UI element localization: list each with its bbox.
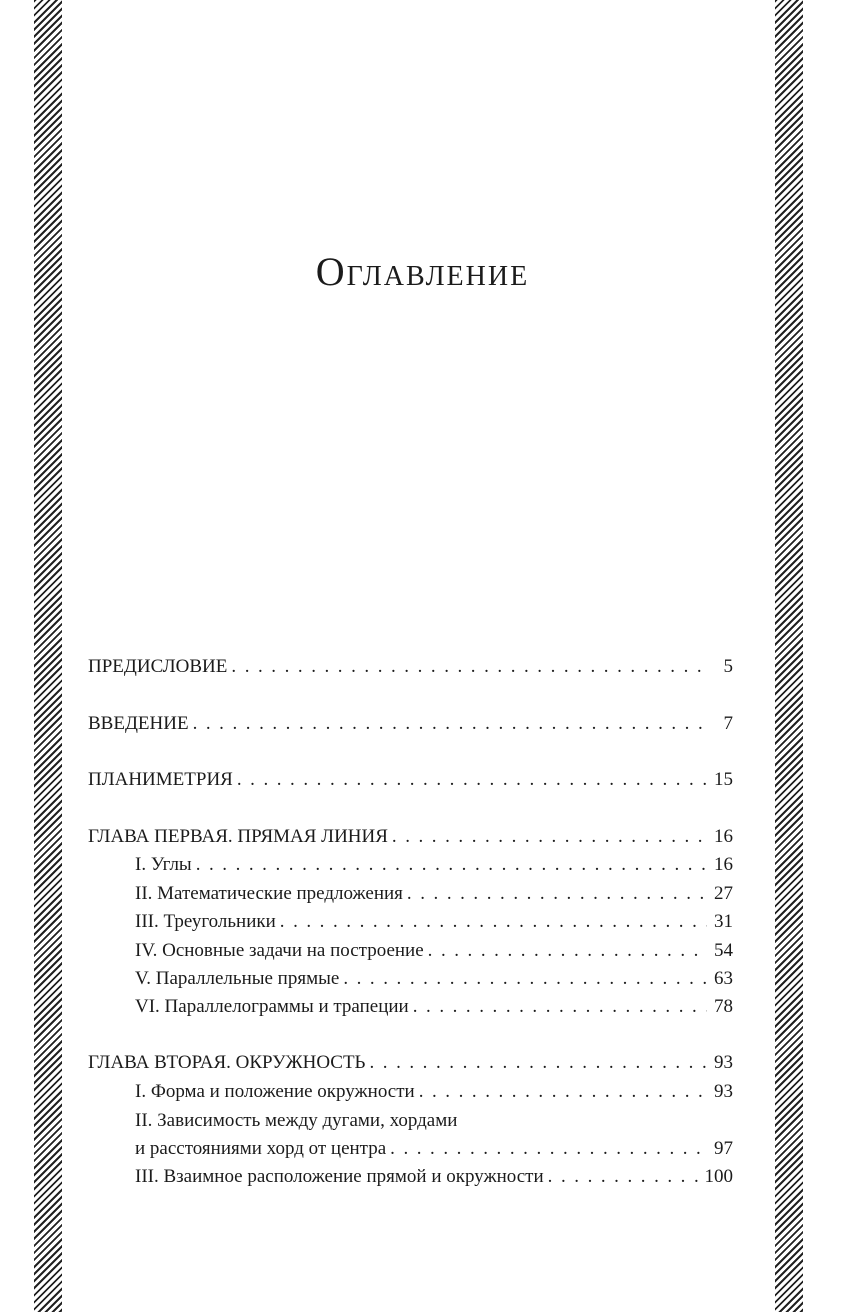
toc-entry-label: I. Форма и положение окружности: [135, 1081, 415, 1102]
toc-entry-label: IV. Основные задачи на построение: [135, 940, 424, 961]
toc-subentry[interactable]: [88, 1134, 733, 1164]
toc-entry-label: III. Взаимное расположение прямой и окружности: [135, 1166, 544, 1187]
toc-subentry[interactable]: [88, 907, 733, 937]
toc-subentry[interactable]: [88, 1162, 733, 1192]
toc-page-number: 97: [714, 1138, 733, 1159]
left-decorative-border: [34, 0, 62, 1312]
dot-leader: [428, 936, 707, 966]
toc-page-number: 93: [714, 1052, 733, 1073]
dot-leader: [280, 907, 707, 937]
dot-leader: [237, 765, 707, 795]
toc-entry-chapter-1[interactable]: [88, 822, 733, 852]
toc-subentry-line-1[interactable]: [88, 1106, 733, 1136]
dot-leader: [419, 1077, 707, 1107]
toc-page-number: 7: [723, 713, 733, 734]
toc-entry-label: I. Углы: [135, 854, 192, 875]
toc-entry-label: ГЛАВА ПЕРВАЯ. ПРЯМАЯ ЛИНИЯ: [88, 826, 388, 847]
toc-entry-label: ВВЕДЕНИЕ: [88, 713, 189, 734]
dot-leader: [343, 964, 707, 994]
toc-entry-preface[interactable]: [88, 652, 733, 682]
toc-subentry[interactable]: [88, 964, 733, 994]
toc-entry-label: VI. Параллелограммы и трапеции: [135, 996, 409, 1017]
toc-entry-planimetry[interactable]: [88, 765, 733, 795]
toc-page-number: 15: [714, 769, 733, 790]
toc-entry-intro[interactable]: [88, 709, 733, 739]
dot-leader: [369, 1048, 707, 1078]
dot-leader: [231, 652, 707, 682]
toc-entry-label: ГЛАВА ВТОРАЯ. ОКРУЖНОСТЬ: [88, 1052, 366, 1073]
dot-leader: [548, 1162, 701, 1192]
dot-leader: [413, 992, 707, 1022]
toc-page-number: 78: [714, 996, 733, 1017]
toc-subentry[interactable]: [88, 850, 733, 880]
dot-leader: [196, 850, 707, 880]
toc-entry-label: II. Математические предложения: [135, 883, 403, 904]
right-decorative-border: [775, 0, 803, 1312]
toc-page-number: 100: [704, 1166, 733, 1187]
toc-subentry[interactable]: [88, 1077, 733, 1107]
toc-page-number: 27: [714, 883, 733, 904]
toc-entry-label: ПЛАНИМЕТРИЯ: [88, 769, 233, 790]
toc-page-number: 93: [714, 1081, 733, 1102]
dot-leader: [193, 709, 707, 739]
dot-leader: [390, 1134, 707, 1164]
page-title: Оглавление: [315, 249, 530, 294]
dot-leader: [392, 822, 707, 852]
toc-page-number: 31: [714, 911, 733, 932]
toc-page-number: 16: [714, 826, 733, 847]
toc-page-number: 54: [714, 940, 733, 961]
toc-page-number: 16: [714, 854, 733, 875]
toc-subentry[interactable]: [88, 879, 733, 909]
toc-entry-label: и расстояниями хорд от центра: [135, 1138, 387, 1159]
toc-page-number: 63: [714, 968, 733, 989]
toc-entry-label: V. Параллельные прямые: [135, 968, 340, 989]
toc-entry-label: ПРЕДИСЛОВИЕ: [88, 656, 228, 677]
toc-entry-chapter-2[interactable]: [88, 1048, 733, 1078]
toc-entry-label: II. Зависимость между дугами, хордами: [135, 1110, 458, 1131]
dot-leader: [407, 879, 707, 909]
toc-entry-label: III. Треугольники: [135, 911, 276, 932]
toc-page-number: 5: [723, 656, 733, 677]
toc-subentry[interactable]: [88, 992, 733, 1022]
toc-subentry[interactable]: [88, 936, 733, 966]
